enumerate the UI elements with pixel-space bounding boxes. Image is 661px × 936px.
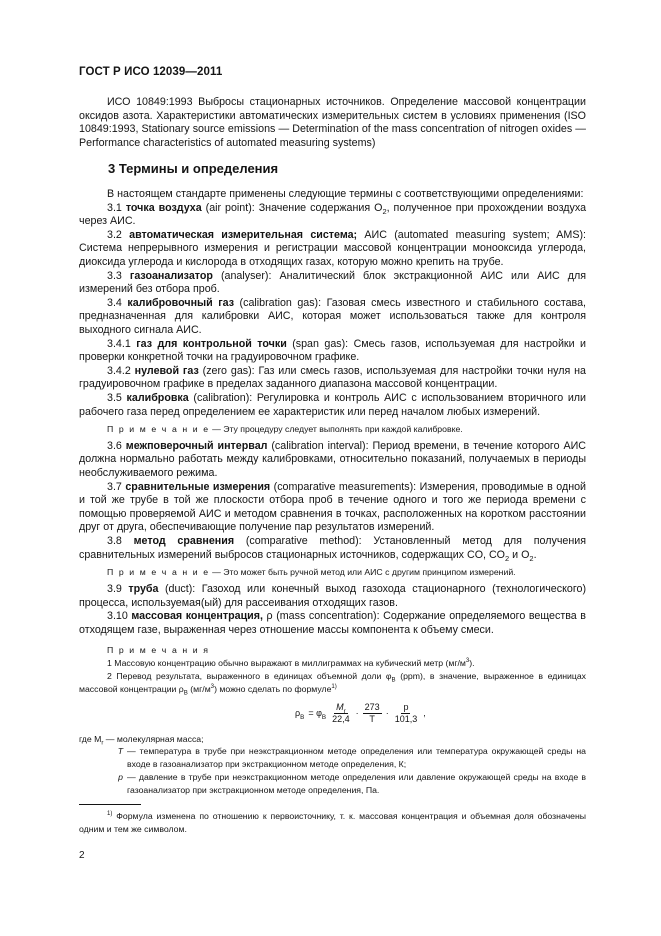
note-1: 1 Массовую концентрацию обычно выражают в миллиграммах на кубический метр $(мг/м^3)$.	[107, 657, 475, 669]
term-heading: межповерочный интервал	[125, 439, 268, 452]
reference-text: ИСО 10849:1993 Выбросы стационарных источников. Определение массовой концентрации оксидов азота. Характеристики автоматических измерительных систем в условиях применения (ISO 10849:1993, Stationary source emissions — Determination of the mass concentration of nitrogen oxides — Performance characteristics of automated measuring systems)	[79, 96, 586, 149]
footnote-separator	[79, 804, 141, 805]
term-3-8: 3.8 метод сравнения (comparative method): Установленный метод для получения сравнительных измерений выбросов стационарных источников, содержащих CO, $CO_2$ и $O_2$.	[79, 535, 586, 563]
fraction-molar-mass: $\frac{M_r}{22,4}$	[332, 702, 350, 725]
term-heading: газоанализатор	[129, 269, 213, 282]
fraction-pressure: $\frac{p}{101,3}$	[394, 702, 418, 725]
term-3-1: 3.1 точка воздуха (air point): Значение содержания $O_2$, полученное при прохождении воздуха через АИС.	[79, 201, 587, 228]
intro-text: В настоящем стандарте применены следующие термины с соответствующими определениями:	[107, 188, 584, 200]
term-heading: труба	[128, 583, 159, 596]
term-heading: массовая концентрация,	[131, 610, 263, 623]
term-heading: калибровка	[126, 391, 189, 404]
term-3-4: 3.4 калибровочный газ (calibration gas): Газовая смесь известного и стабильного состава, предназначенная для калибровки АИС, которая может использоваться также для контроля выходного сигнала АИС.	[79, 296, 587, 336]
term-3-5: 3.5 калибровка (calibration): Регулировка и контроль АИС с использованием вторичного или рабочего газа перед определением ее характеристик или перед началом любых измерений.	[79, 391, 587, 418]
formula-lhs: $\rho_B$	[295, 707, 305, 721]
term-3-10: 3.10 массовая концентрация, ρ (mass concentration): Содержание определяемого вещества в отходящем газе, выраженная через отношение массы компонента к объему смеси.	[79, 610, 586, 636]
conversion-formula: $\rho_B$ = $\varphi_B$ $\frac{M_r}{22,4}$ · $\frac{273}{T}$ · $\frac{p}{101,3}$ ,	[295, 702, 426, 725]
term-heading: калибровочный газ	[127, 296, 235, 309]
terms-body	[79, 188, 586, 797]
term-3-6: 3.6 межповерочный интервал (calibration interval): Период времени, в течение которого АИС должна нормально работать между калибровками, относительно показаний, получаемых в периоды необслуживаемого режима.	[79, 439, 586, 480]
term-3-3: 3.3 газоанализатор (analyser): Аналитический блок экстракционной АИС или АИС для измерений без отбора проб.	[79, 269, 586, 296]
term-heading: точка воздуха	[125, 201, 202, 214]
term-3-4-1: 3.4.1 газ для контрольной точки (span gas): Смесь газов, используемая для настройки и проверки конкретной точки на градуировочном графике.	[79, 337, 586, 364]
normative-reference	[79, 96, 586, 150]
definition-molar-mass: где $M_r$ — молекулярная масса;	[79, 733, 204, 747]
term-heading: автоматическая измерительная система;	[129, 228, 358, 241]
section-title: 3 Термины и определения	[108, 161, 279, 176]
formula-definitions	[79, 733, 586, 797]
term-3-7: 3.7 сравнительные измерения (comparative measurements): Измерения, проводимые в одной и той же трубе в той же плоскости отбора проб в течение одного и того же периода времени с помощью проверяемой АИС и методом сравнения в точках, расположенных на коротком расстоянии друг от друга, обеспечивающие получение пар результатов измерений.	[79, 480, 587, 534]
term-3-9: 3.9 труба (duct): Газоход или конечный выход газохода стационарного (технологического) процесса, используемая(ый) для рассеивания отходящих газов.	[79, 583, 587, 609]
term-heading: нулевой газ	[134, 364, 199, 377]
fraction-temperature: $\frac{273}{T}$	[364, 702, 380, 725]
formula-eq: = $\varphi_B$	[308, 707, 327, 721]
notes-heading: П р и м е ч а н и я	[107, 645, 210, 656]
page-number: 2	[79, 850, 85, 861]
footnote-ref: 1)	[331, 682, 337, 690]
term-heading: сравнительные измерения	[125, 480, 271, 493]
definition-pressure: p — давление в трубе при неэкстракционном методе определения или давление окружающей среды на входе в газоанализатор при экстракционном методе определения, Па.	[118, 771, 586, 795]
footnote-mark: 1)	[107, 810, 113, 818]
term-heading: газ для контрольной точки	[136, 337, 287, 350]
term-3-4-2: 3.4.2 нулевой газ (zero gas): Газ или смесь газов, используемая для настройки точки нуля на градуировочном графике в пределах заданного диапазона массовой концентрации.	[79, 364, 586, 391]
note-3-8: П р и м е ч а н и е — Это может быть ручной метод или АИС с другим принципом измерений.	[107, 567, 516, 578]
document-header: ГОСТ Р ИСО 12039—2011	[79, 66, 223, 78]
note-2: 2 Перевод результата, выраженного в единицах объемной доли $\varphi_B$ (ppm), в значение, выраженное в единицах массовой концентрации $\rho_B$ $(мг/м^3)$ можно сделать по формуле$^{1)}$	[79, 671, 586, 697]
footnote: $^{1)}$ Формула изменена по отношению к первоисточнику, т. к. массовая концентрация и объемная доля обозначены одним и тем же символом.	[79, 810, 586, 834]
term-heading: метод сравнения	[133, 535, 235, 548]
definition-temperature: T — температура в трубе при неэкстракционном методе определения или температура окружающей среды на входе в газоанализатор при экстракционном методе определения, К;	[117, 746, 586, 770]
note-3-5: П р и м е ч а н и е — Эту процедуру следует выполнять при каждой калибровке.	[107, 424, 463, 435]
term-3-2: 3.2 автоматическая измерительная система; АИС (automated measuring system; AMS): Система непрерывного измерения и регистрации массовой концентрации монооксида углерода, диоксида углерода и кислорода в отходящих газах, которую можно крепить на трубе.	[79, 228, 586, 268]
